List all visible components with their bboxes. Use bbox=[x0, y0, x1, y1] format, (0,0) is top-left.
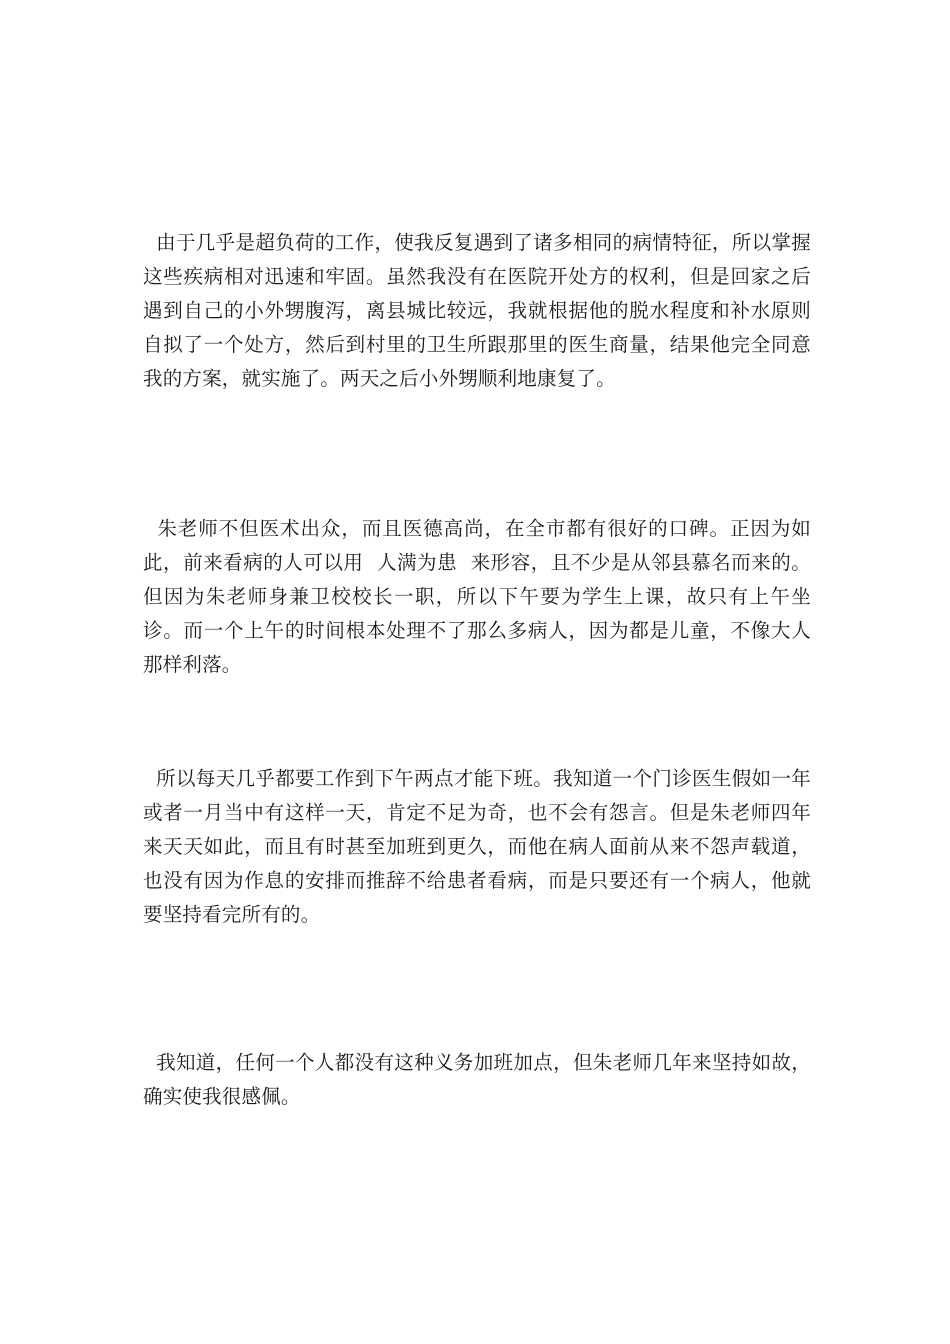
paragraph-1: 由于几乎是超负荷的工作，使我反复遇到了诸多相同的病情特征，所以掌握这些疾病相对迅速和牢固。虽然我没有在医院开处方的权利，但是回家之后遇到自己的小外甥腹泻，离县城比较远，我就根据他的脱水程度和补水原则自拟了一个处方，然后到村里的卫生所跟那里的医生商量，结果他完全同意我的方案，就实施了。两天之后小外甥顺利地康复了。 bbox=[143, 231, 811, 390]
paragraph-4: 我知道，任何一个人都没有这种义务加班加点，但朱老师几年来坚持如故，确实使我很感佩。 bbox=[143, 1051, 811, 1108]
paragraph-2: 朱老师不但医术出众，而且医德高尚，在全市都有很好的口碑。正因为如此，前来看病的人可以用 人满为患 来形容，且不少是从邻县慕名而来的。但因为朱老师身兼卫校校长一职，所以下午要为学生上课，故只有上午坐诊。而一个上午的时间根本处理不了那么多病人，因为都是儿童，不像大人那样利落。 bbox=[143, 517, 811, 676]
paragraph-3: 所以每天几乎都要工作到下午两点才能下班。我知道一个门诊医生假如一年或者一月当中有这样一天，肯定不足为奇，也不会有怨言。但是朱老师四年来天天如此，而且有时甚至加班到更久，而他在病人面前从来不怨声载道，也没有因为作息的安排而推辞不给患者看病，而是只要还有一个病人，他就要坚持看完所有的。 bbox=[143, 767, 811, 926]
